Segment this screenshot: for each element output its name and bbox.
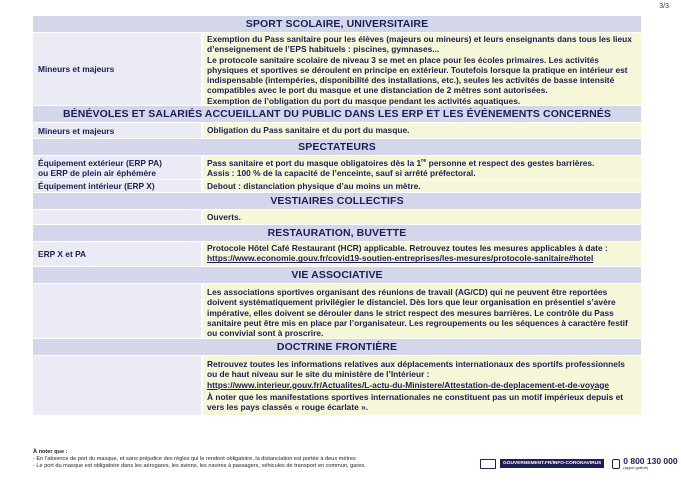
note-line: - Le port du masque est obligatoire dans les aérogares, les avions, les navires à passagers, véhicules de transport en commun, gares. [33, 463, 366, 469]
row-label [33, 156, 203, 180]
row-label: Équipement intérieur (ERP X) [33, 180, 203, 193]
section-title-restauration: RESTAURATION, BUVETTE [33, 225, 641, 242]
table-row [33, 242, 641, 267]
section-title-benevoles: BÉNÉVOLES ET SALARIÉS ACCUEILLANT DU PUBLIC DANS LES ERP ET LES ÉVÉNEMENTS CONCERNÉS [33, 106, 641, 123]
paragraph: Retrouvez toutes les informations relatives aux déplacements internationaux des sportifs professionnels ou de haut niveau sur le site du ministère de l’Intérieur : [207, 359, 625, 380]
protocol-link[interactable]: https://www.economie.gouv.fr/covid19-soutien-entreprises/les-mesures/protocole-sanitaire#hotel [207, 253, 594, 264]
footnotes [33, 449, 473, 470]
paragraph: Le protocole sanitaire scolaire de niveau 3 se met en place pour les écoles primaires. Les activités physiques et sportives se déroulent en principe en extérieur. Toutefois lorsque la pratique en intérieur est indispensable (intempéries, disponibilité des installations, etc.), seules les activités de basse intensité compatibles avec le port du masque et une distanciation de 2 mètres sont autorisées. [207, 54, 628, 96]
row-content: Debout : distanciation physique d’au moins un mètre. [203, 180, 641, 193]
page-number: 3/3 [659, 3, 669, 10]
hotline [612, 457, 677, 470]
paragraph: Exemption de l’obligation du port du masque pendant les activités aquatiques. [207, 95, 521, 106]
row-content: Obligation du Pass sanitaire et du port du masque. [203, 123, 641, 139]
table-row [33, 284, 641, 339]
paragraph: Exemption du Pass sanitaire pour les élèves (majeurs ou mineurs) et leurs enseignants dans tous les lieux d’enseignement de l’EPS habituels : piscines, gymnases... [207, 34, 632, 55]
row-label: Mineurs et majeurs [33, 123, 203, 139]
section-title-vie-associative: VIE ASSOCIATIVE [33, 267, 641, 284]
label-line: Équipement extérieur (ERP PA) [38, 157, 162, 168]
section-title-sport: SPORT SCOLAIRE, UNIVERSITAIRE [33, 16, 641, 33]
row-content: Ouverts. [203, 210, 641, 225]
row-label [33, 210, 203, 225]
row-content [203, 242, 641, 267]
table-row [33, 123, 641, 139]
row-content [203, 356, 641, 416]
hotline-number: 0 800 130 000 [623, 456, 678, 466]
section-title-doctrine: DOCTRINE FRONTIÈRE [33, 339, 641, 356]
row-label: Mineurs et majeurs [33, 33, 203, 106]
gov-website-label: GOUVERNEMENT.FR/INFO-CORONAVIRUS [500, 459, 604, 468]
hotline-note: (appel gratuit) [623, 465, 648, 470]
notes-title: À noter que : [33, 449, 68, 455]
gov-badge[interactable] [480, 459, 604, 469]
phone-icon [612, 459, 620, 469]
section-title-spectateurs: SPECTATEURS [33, 139, 641, 156]
row-content [203, 33, 641, 106]
measures-table [33, 16, 641, 416]
note-line: - En l’absence de port du masque, et sans préjudice des règles qui le rendent obligatoire, la distanciation est portée à deux mètres [33, 456, 356, 462]
row-label: ERP X et PA [33, 242, 203, 267]
text-part: personne et respect des gestes barrières. [426, 158, 595, 169]
paragraph: À noter que les manifestations sportives internationales ne constituent pas un motif impérieux depuis et vers les pays classés « rouge écarlate ». [207, 391, 624, 413]
table-row [33, 356, 641, 416]
paragraph: Protocole Hôtel Café Restaurant (HCR) applicable. Retrouvez toutes les mesures applicables à date : [207, 243, 608, 253]
table-row [33, 156, 641, 180]
table-row [33, 180, 641, 193]
table-row [33, 33, 641, 106]
computer-screen-icon [480, 459, 496, 469]
footer-logos [480, 457, 678, 470]
interior-ministry-link[interactable]: https://www.interieur.gouv.fr/Actualites/L-actu-du-Ministere/Attestation-de-deplacement-et-de-voyage [207, 379, 610, 390]
label-line: ou ERP de plein air éphémère [38, 167, 157, 178]
superscript: re [421, 158, 427, 165]
paragraph: Assis : 100 % de la capacité de l’enceinte, sauf si arrêté préfectoral. [207, 168, 476, 179]
text-part: Pass sanitaire et port du masque obligatoires dès la 1 [207, 158, 422, 169]
row-content: Les associations sportives organisant des réunions de travail (AG/CD) qui ne peuvent être reportées doivent systématiquement privilégier le distanciel. Dès lors que leur organisation en présentiel s’avère impérative, elles doivent se dérouler dans le strict respect des mesures barrières. Le contrôle du Pass sanitaire peut être mis en place par l’organisateur. Les regroupements ou les séquences à caractère festif ou convivial sont à proscrire. [203, 284, 641, 339]
row-label [33, 356, 203, 416]
paragraph [207, 156, 635, 168]
table-row [33, 210, 641, 225]
section-title-vestiaires: VESTIAIRES COLLECTIFS [33, 193, 641, 210]
row-label [33, 284, 203, 339]
row-content [203, 156, 641, 180]
